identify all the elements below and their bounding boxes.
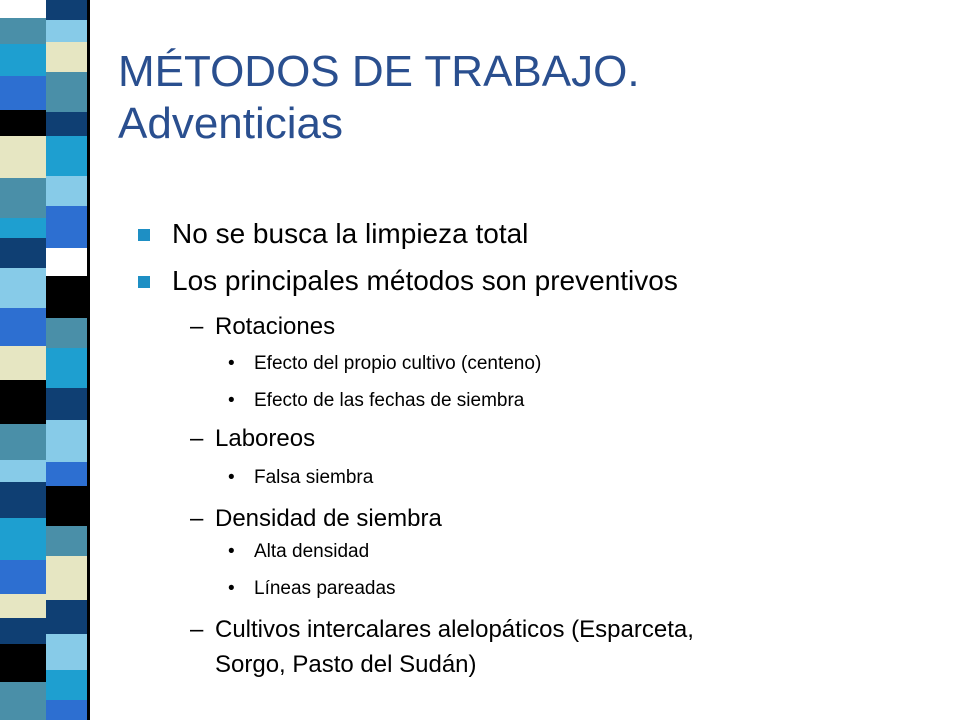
stripe-block xyxy=(0,44,46,76)
dash-marker: – xyxy=(190,505,204,532)
stripe-block xyxy=(0,18,46,44)
stripe-block xyxy=(0,346,46,380)
stripe-block xyxy=(0,644,46,682)
stripe-block xyxy=(46,388,87,420)
stripe-block xyxy=(46,276,87,318)
stripe-block xyxy=(46,486,87,526)
stripe-block xyxy=(46,670,87,700)
stripe-block xyxy=(0,560,46,594)
dot-marker: • xyxy=(228,390,235,411)
stripe-block xyxy=(46,136,87,176)
stripe-block xyxy=(46,72,87,112)
stripe-block xyxy=(46,526,87,556)
stripe-block xyxy=(46,112,87,136)
stripe-block xyxy=(46,0,87,20)
stripe-block xyxy=(0,136,46,178)
stripe-block xyxy=(0,238,46,268)
stripe-block xyxy=(46,420,87,462)
dot-marker: • xyxy=(228,353,235,374)
stripe-block xyxy=(0,424,46,460)
stripe-block xyxy=(0,0,46,18)
stripe-block xyxy=(0,518,46,560)
stripe-block xyxy=(0,218,46,238)
stripe-block xyxy=(46,462,87,486)
slide-title xyxy=(118,46,938,150)
dash-marker: – xyxy=(190,616,204,643)
dot-marker: • xyxy=(228,578,235,599)
stripe-block xyxy=(46,600,87,634)
stripe-block xyxy=(46,556,87,600)
stripe-block xyxy=(46,348,87,388)
stripe-block xyxy=(46,700,87,720)
stripe-block xyxy=(0,268,46,308)
stripe-block xyxy=(46,176,87,206)
stripe-block xyxy=(0,178,46,218)
stripe-block xyxy=(46,20,87,42)
stripe-block xyxy=(0,380,46,424)
title-line-1: MÉTODOS DE TRABAJO. xyxy=(118,47,640,96)
title-line-2: Adventicias xyxy=(118,99,344,148)
square-bullet-icon xyxy=(138,229,150,241)
stripe-block xyxy=(46,318,87,348)
stripe-block xyxy=(0,618,46,644)
stripe-block xyxy=(46,248,87,276)
dash-marker: – xyxy=(190,425,204,452)
dot-marker: • xyxy=(228,541,235,562)
stripe-block xyxy=(0,308,46,346)
stripe-block xyxy=(46,206,87,248)
decorative-stripe xyxy=(0,0,90,720)
stripe-divider-line xyxy=(87,0,90,720)
stripe-block xyxy=(0,76,46,110)
square-bullet-icon xyxy=(138,276,150,288)
dash-marker: – xyxy=(190,313,204,340)
stripe-block xyxy=(0,482,46,518)
stripe-block xyxy=(46,634,87,670)
dot-marker: • xyxy=(228,467,235,488)
stripe-block xyxy=(0,110,46,136)
stripe-block xyxy=(0,682,46,720)
stripe-block xyxy=(0,460,46,482)
stripe-block xyxy=(46,42,87,72)
stripe-block xyxy=(0,594,46,618)
